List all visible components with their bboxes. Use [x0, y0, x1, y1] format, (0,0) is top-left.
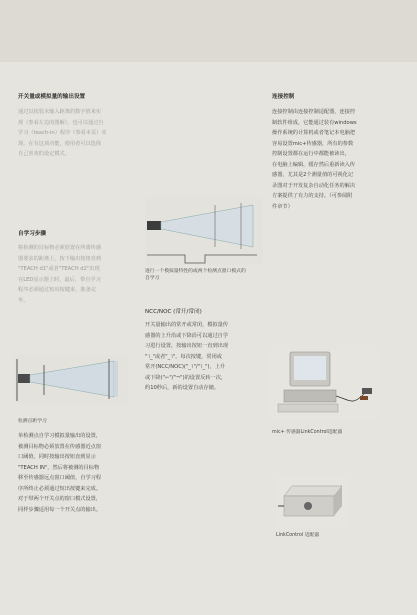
top-strip — [0, 0, 417, 62]
caption-analog-teach: 进行一个模拟量特性的或两个检测点窗口模式的 自学习 — [145, 269, 246, 281]
paragraph-link-control: 连接控制由连接控制适配器，连接控 制软件组成，它能通过装有windows 操作系统的计算机或者笔记本电脑把 容易设置mic+传感器，所有的参数 控制设置都在运行中都能被读出， 在电脑上编辑，缓存然后重新读入传 感器，尤其是2个测量值的可视化记 录图对于开发复杂自动化任务的解决 方案提供了有力的支持。（可参阅附 件章节） — [272, 109, 357, 210]
heading-teach-steps: 自学习步骤 — [18, 231, 46, 237]
paragraph-output-setting: 通过以按装未输入距离的数字值来实 现（参看左边的图解），也可以通过自 学习（teach-in）程序（参看本页）实 现。在有这项功能，使用者可以选择 自己喜欢的设定模式。 — [18, 109, 107, 157]
linkcontrol-adapter-photo — [276, 476, 348, 526]
sensor-cone-diagram-left — [14, 355, 128, 403]
caption-adapter: LinkControl 适配器 — [276, 533, 320, 538]
paragraph-ncc-noc: 开关量输出的常开或常闭，模拟量传 感器的上升沿或下降沿可以通过自学 习进行设置，按输出按钮一直到出现 "˥_"或者"_˥"。每次按键，常闭或 常开(NCC/NOC)("_˥"/"˥_")，上升 或下降("⌐"/"¬")的设置反转一次， 约10秒后，新的设置自动存储。 — [145, 322, 229, 391]
heading-link-control: 连接控制 — [272, 94, 295, 100]
computer-sensor-photo — [270, 350, 378, 420]
heading-ncc-noc: NCC/NOC (常开/常闭) — [145, 309, 202, 315]
caption-detect-point: 检测点距学习 — [18, 419, 47, 424]
paragraph-teach-steps: 将检测的目标物必须放置在所离传感 器要求的距离上，按下输出按钮直到 "TEACH d1"或者"TEACH d2"出现 在LED显示器上时，最后，带自学习 程序必须通过短出按键来，准备完 毕。 — [18, 245, 102, 304]
paragraph-single-point: 单检测点自学习模拟量输出的设置， 被测目标物必须放置在传感器近点窗 口阈值，同时按输出按钮直到显示 "TEACH IN"，然后将被测的目标物 移至传感器远点窗口阈值，自学习程 序所终止必须通过短出按键来完成。 对于带两个开关点的窗口模式设置， 同样步骤适用每一个开关点的输出。 — [18, 433, 102, 513]
heading-output-setting: 开关量或模拟量的输出设置 — [18, 94, 86, 100]
caption-sensor-adapter: mic+ 传感器LinkControl适配器 — [272, 430, 343, 435]
sensor-cone-diagram-mid — [145, 197, 263, 265]
